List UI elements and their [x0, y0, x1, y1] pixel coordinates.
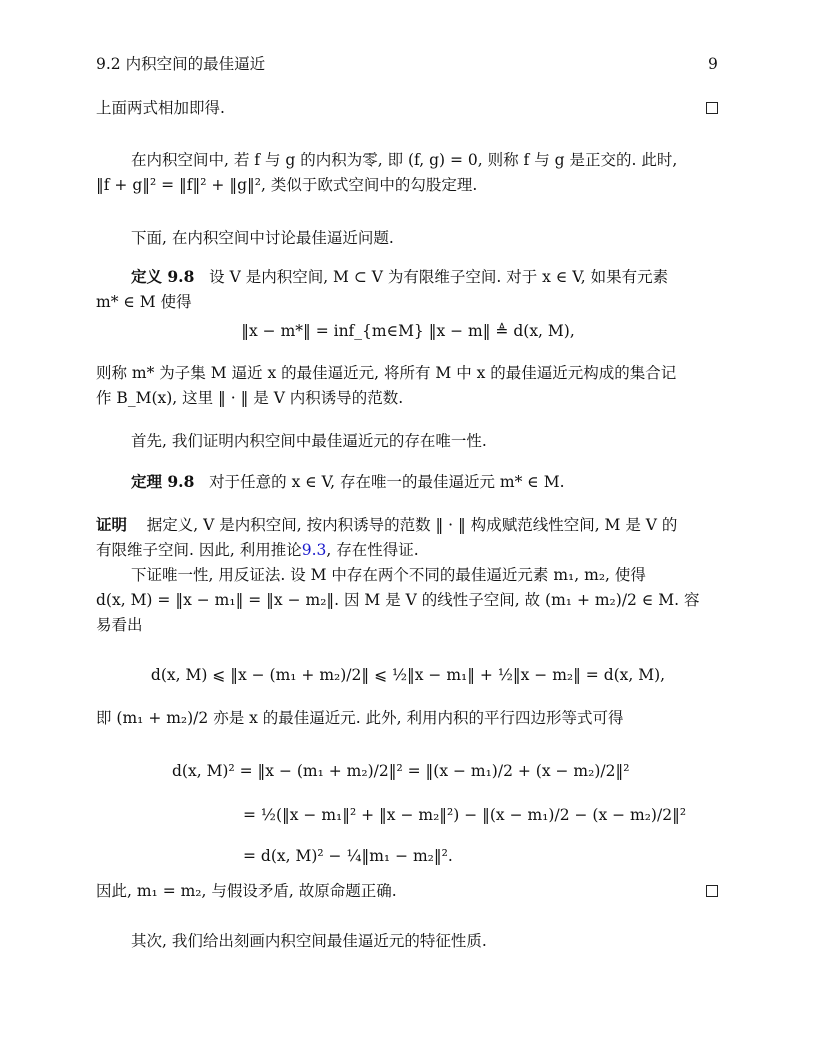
definition-line2: m* ∈ M 使得 [96, 293, 192, 311]
page-number: 9 [708, 55, 718, 73]
proof-text: 据定义, V 是内积空间, 按内积诱导的范数 ‖ · ‖ 构成赋范线性空间, M 是 V 的 [146, 516, 678, 534]
proof-line5: 易看出 [96, 616, 143, 634]
parallelogram-eq-line2: = ½(‖x − m₁‖² + ‖x − m₂‖²) − ‖(x − m₁)/2 − (x − m₂)/2‖² [243, 806, 687, 824]
characterization-intro: 其次, 我们给出刻画内积空间最佳逼近元的特征性质. [131, 932, 487, 950]
paragraph-conclusion: 上面两式相加即得. [96, 99, 225, 117]
theorem-line [131, 471, 565, 493]
orthogonal-paragraph-line1: 在内积空间中, 若 f 与 g 的内积为零, 即 (f, g) = 0, 则称 f 与 g 是正交的. 此时, [131, 151, 678, 169]
definition-label: 定义 9.8 [131, 267, 195, 286]
proof-line1 [96, 514, 677, 536]
definition-formula: ‖x − m*‖ = inf_{m∈M} ‖x − m‖ ≜ d(x, M), [241, 322, 575, 340]
proof-line6: 即 (m₁ + m₂)/2 亦是 x 的最佳逼近元. 此外, 利用内积的平行四边形等式可得 [96, 709, 624, 727]
qed-square-icon [706, 102, 718, 114]
definition-line1 [131, 266, 668, 288]
proof-label: 证明 [96, 515, 128, 534]
proof-line3: 下证唯一性, 用反证法. 设 M 中存在两个不同的最佳逼近元素 m₁, m₂, 使得 [131, 566, 646, 584]
proof-line2 [96, 539, 419, 561]
proof-conclusion: 因此, m₁ = m₂, 与假设矛盾, 故原命题正确. [96, 882, 397, 900]
parallelogram-eq-line1: d(x, M)² = ‖x − (m₁ + m₂)/2‖² = ‖(x − m₁)/2 + (x − m₂)/2‖² [172, 762, 630, 780]
definition-line4: 作 B_M(x), 这里 ‖ · ‖ 是 V 内积诱导的范数. [96, 389, 404, 407]
intro-paragraph: 下面, 在内积空间中讨论最佳逼近问题. [131, 229, 394, 247]
definition-line3: 则称 m* 为子集 M 逼近 x 的最佳逼近元, 将所有 M 中 x 的最佳逼近元构成的集合记 [96, 364, 677, 382]
running-header: 9.2 内积空间的最佳逼近 [96, 55, 266, 73]
proof-line4: d(x, M) = ‖x − m₁‖ = ‖x − m₂‖. 因 M 是 V 的线性子空间, 故 (m₁ + m₂)/2 ∈ M. 容 [96, 591, 700, 609]
parallelogram-eq-line3: = d(x, M)² − ¼‖m₁ − m₂‖². [243, 847, 453, 865]
proof-line2-text: 有限维子空间. 因此, 利用推论 [96, 541, 302, 559]
theorem-text: 对于任意的 x ∈ V, 存在唯一的最佳逼近元 m* ∈ M. [209, 473, 565, 491]
uniqueness-intro: 首先, 我们证明内积空间中最佳逼近元的存在唯一性. [131, 432, 487, 450]
orthogonal-paragraph-line2: ‖f + g‖² = ‖f‖² + ‖g‖², 类似于欧式空间中的勾股定理. [96, 176, 478, 194]
qed-square-icon [706, 885, 718, 897]
corollary-ref-link[interactable]: 9.3 [301, 541, 327, 559]
theorem-label: 定理 9.8 [131, 472, 195, 491]
inequality-equation: d(x, M) ⩽ ‖x − (m₁ + m₂)/2‖ ⩽ ½‖x − m₁‖ + ½‖x − m₂‖ = d(x, M), [150, 666, 666, 684]
proof-line2-tail: , 存在性得证. [326, 541, 419, 559]
definition-text: 设 V 是内积空间, M ⊂ V 为有限维子空间. 对于 x ∈ V, 如果有元素 [209, 268, 669, 286]
